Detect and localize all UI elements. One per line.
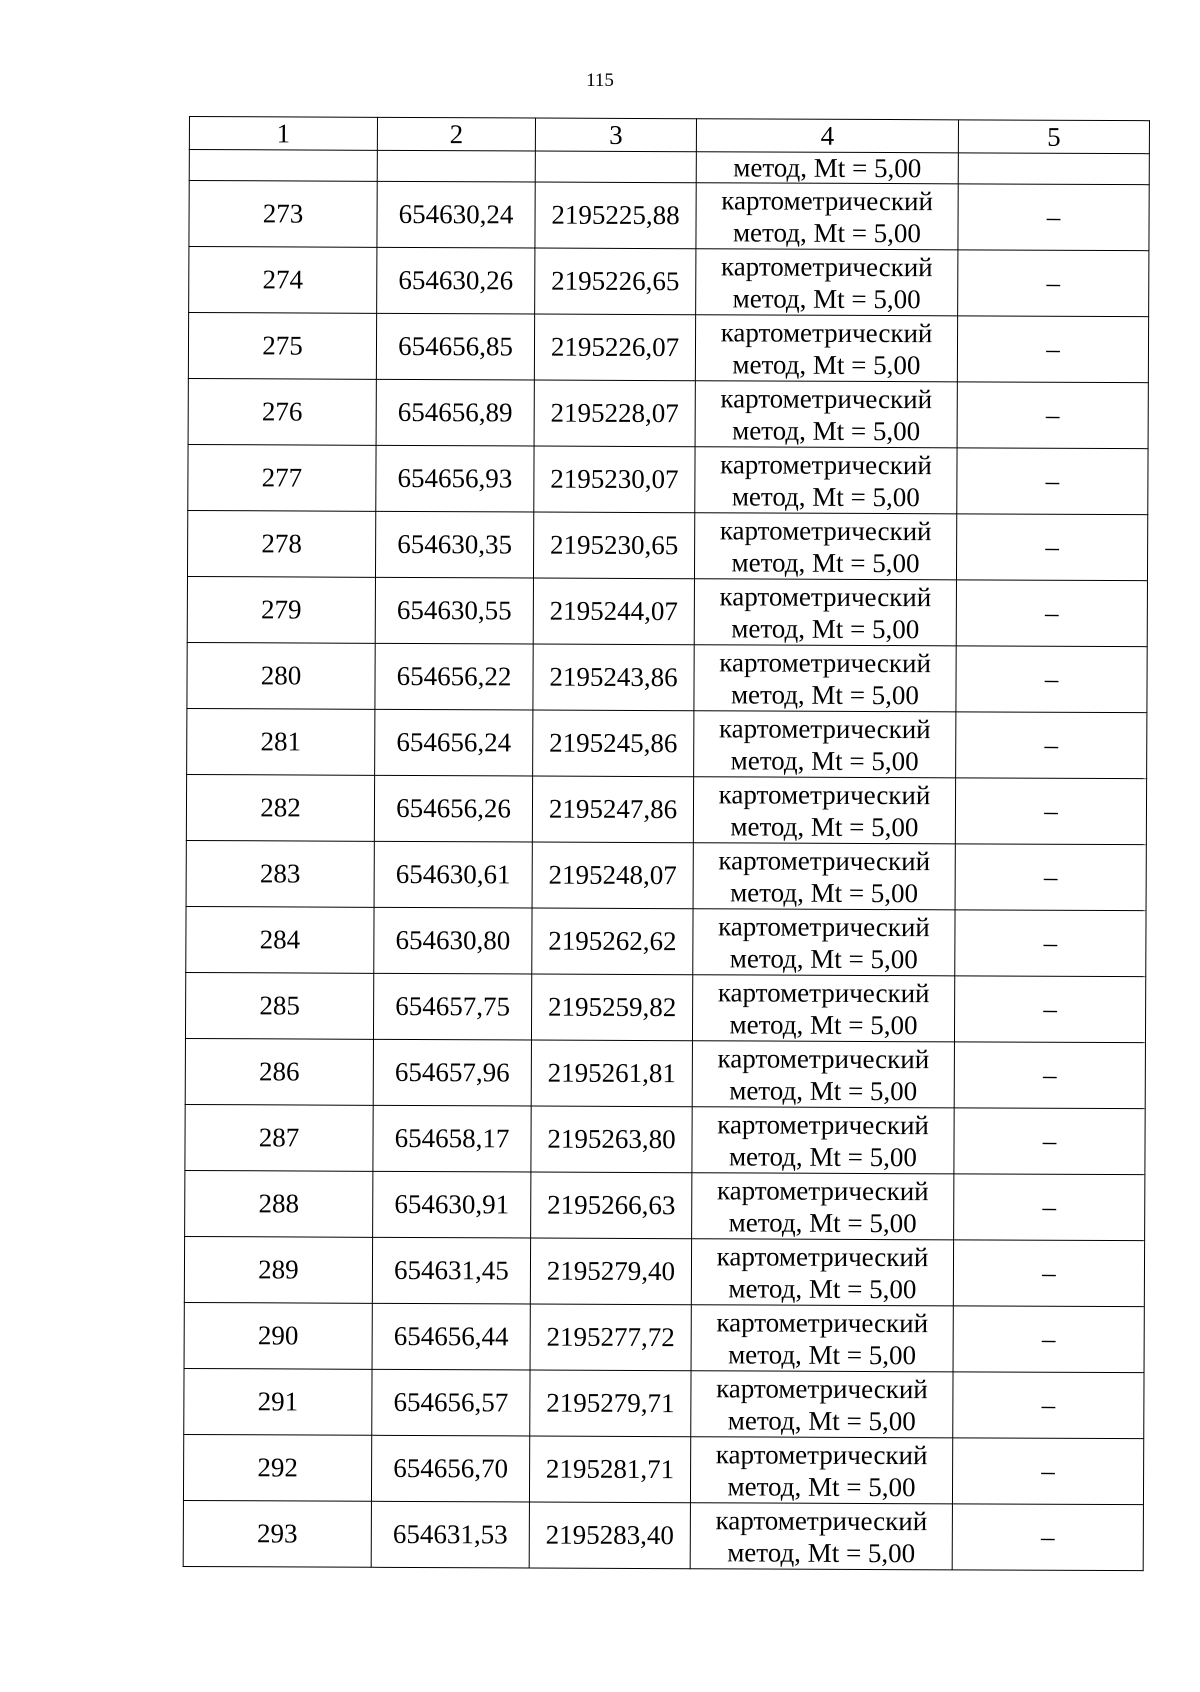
table-row (187, 642, 1147, 712)
table-row (187, 510, 1147, 580)
cell-note (958, 153, 1149, 185)
method-line-2: метод, Mt = 5,00 (728, 1140, 918, 1172)
cell-note: – (954, 1042, 1145, 1109)
cell-point-id: 286 (185, 1038, 373, 1105)
cell-note: – (952, 1438, 1143, 1505)
cell-y-coordinate: 2195247,86 (532, 776, 693, 843)
cell-point-id: 275 (188, 313, 376, 380)
cell-y-coordinate: 2195261,81 (531, 1040, 692, 1107)
method-line-1: картометрический (715, 1504, 928, 1536)
table-row (186, 774, 1146, 844)
method-line-1: картометрический (717, 1042, 930, 1074)
cell-y-coordinate: 2195281,71 (529, 1436, 690, 1503)
cell-method (696, 183, 958, 250)
cell-y-coordinate: 2195226,65 (535, 248, 696, 315)
cell-note: – (958, 250, 1149, 317)
cell-y-coordinate: 2195266,63 (531, 1172, 692, 1239)
cell-y-coordinate: 2195279,71 (530, 1370, 691, 1437)
cell-x-coordinate: 654630,55 (375, 577, 533, 644)
cell-x-coordinate: 654656,85 (376, 313, 534, 380)
cell-y-coordinate: 2195283,40 (529, 1502, 690, 1569)
cell-x-coordinate: 654656,89 (376, 379, 534, 446)
cell-method (692, 1173, 954, 1240)
cell-x-coordinate: 654631,45 (372, 1237, 530, 1304)
method-line-1: картометрический (718, 844, 931, 876)
cell-x-coordinate: 654630,35 (375, 511, 533, 578)
method-line-2: метод, Mt = 5,00 (732, 282, 921, 314)
cell-note: – (957, 382, 1148, 449)
table-row (183, 1500, 1143, 1570)
continuation-row (189, 150, 1149, 185)
cell-method (691, 1239, 953, 1306)
cell-point-id: 291 (184, 1368, 372, 1435)
cell-method (690, 1503, 952, 1570)
method-line-2: метод, Mt = 5,00 (728, 1338, 917, 1370)
cell-note: – (953, 1306, 1144, 1373)
method-line-2: метод, Mt = 5,00 (727, 1470, 916, 1502)
cell-x-coordinate: 654630,80 (374, 907, 532, 974)
method-line-1: картометрический (720, 316, 933, 348)
table-row (185, 972, 1145, 1042)
cell-y-coordinate: 2195259,82 (531, 974, 692, 1041)
method-line-2: метод, Mt = 5,00 (729, 942, 918, 974)
method-line-2: метод, Mt = 5,00 (732, 216, 922, 248)
cell-x-coordinate: 654656,44 (372, 1303, 530, 1370)
cell-method (693, 843, 955, 910)
method-line-2: метод, Mt = 5,00 (729, 1074, 918, 1106)
table-row (184, 1302, 1144, 1372)
method-line-1: картометрический (718, 778, 931, 810)
cell-method (693, 777, 955, 844)
cell-point-id: 285 (185, 972, 373, 1039)
cell-x-coordinate: 654630,26 (377, 247, 535, 314)
cell-method (695, 315, 957, 382)
cell-point-id: 288 (185, 1170, 373, 1237)
method-line-1: картометрический (716, 1240, 929, 1272)
cell-y-coordinate (535, 151, 696, 183)
cell-x-coordinate: 654630,61 (374, 841, 532, 908)
table-row (186, 906, 1146, 976)
column-header-5: 5 (958, 120, 1149, 154)
cell-note: – (956, 514, 1147, 581)
table-row (188, 378, 1148, 448)
table-row (188, 444, 1148, 514)
cell-point-id: 281 (187, 708, 375, 775)
cell-note: – (955, 844, 1146, 911)
method-line-2: метод, Mt = 5,00 (727, 1536, 916, 1568)
cell-y-coordinate: 2195230,65 (533, 512, 694, 579)
cell-method (690, 1437, 952, 1504)
cell-x-coordinate: 654658,17 (373, 1105, 531, 1172)
page-number: 115 (586, 70, 614, 91)
cell-method (695, 447, 957, 514)
cell-method (694, 711, 956, 778)
method-line-1: картометрический (721, 184, 934, 216)
cell-x-coordinate: 654656,22 (375, 643, 533, 710)
cell-point-id: 273 (189, 181, 377, 248)
table-row (185, 1104, 1145, 1174)
cell-note: – (956, 580, 1147, 647)
column-header-3: 3 (535, 118, 696, 152)
method-line-2: метод, Mt = 5,00 (727, 1404, 916, 1436)
method-line-1: картометрический (716, 1372, 928, 1404)
cell-y-coordinate: 2195230,07 (534, 446, 695, 513)
cell-x-coordinate (377, 150, 535, 182)
method-line-1: картометрический (715, 1438, 928, 1470)
table-row (187, 576, 1147, 646)
method-line-1: картометрический (717, 1108, 929, 1140)
cell-note: – (956, 712, 1147, 779)
cell-x-coordinate: 654630,24 (377, 181, 535, 248)
table-row (189, 181, 1149, 251)
method-line-1: картометрический (718, 712, 931, 744)
table-row (185, 1170, 1145, 1240)
method-line-1: картометрический (719, 646, 932, 678)
method-line-2: метод, Mt = 5,00 (732, 414, 921, 446)
method-line-1: картометрический (719, 580, 932, 612)
cell-note: – (954, 1174, 1145, 1241)
cell-note: – (953, 1240, 1144, 1307)
cell-method (692, 1107, 954, 1174)
method-line-2: метод, Mt = 5,00 (731, 546, 920, 578)
cell-y-coordinate: 2195248,07 (532, 842, 693, 909)
column-header-1: 1 (189, 117, 377, 151)
cell-x-coordinate: 654656,70 (371, 1435, 529, 1502)
cell-method (691, 1305, 953, 1372)
cell-y-coordinate: 2195226,07 (534, 314, 695, 381)
cell-point-id: 277 (188, 444, 376, 511)
cell-note: – (957, 448, 1148, 515)
method-line-1: картометрический (716, 1306, 929, 1338)
table-row (183, 1434, 1143, 1504)
cell-y-coordinate: 2195225,88 (535, 182, 696, 249)
method-line-2: метод, Mt = 5,00 (728, 1272, 917, 1304)
cell-note: – (955, 778, 1146, 845)
method-line-1: картометрический (718, 910, 930, 942)
cell-y-coordinate: 2195263,80 (531, 1106, 692, 1173)
cell-note: – (957, 316, 1148, 383)
cell-point-id: 290 (184, 1302, 372, 1369)
method-line-2: метод, Mt = 5,00 (729, 1008, 918, 1040)
cell-x-coordinate: 654657,75 (373, 973, 531, 1040)
cell-point-id: 287 (185, 1104, 373, 1171)
table-row (185, 1038, 1145, 1108)
table-row (189, 247, 1149, 317)
cell-x-coordinate: 654656,26 (374, 775, 532, 842)
cell-method: метод, Mt = 5,00 (696, 152, 958, 184)
cell-note: – (955, 910, 1146, 977)
cell-y-coordinate: 2195228,07 (534, 380, 695, 447)
cell-y-coordinate: 2195277,72 (530, 1304, 691, 1371)
cell-point-id: 293 (183, 1500, 371, 1567)
cell-method (695, 381, 957, 448)
method-line-2: метод, Mt = 5,00 (730, 678, 920, 710)
column-header-4: 4 (696, 119, 958, 153)
coordinates-table-container (183, 116, 1149, 1571)
method-line-2: метод, Mt = 5,00 (728, 1206, 917, 1238)
cell-note: – (952, 1504, 1143, 1571)
cell-method (694, 513, 956, 580)
cell-method (693, 909, 955, 976)
cell-y-coordinate: 2195245,86 (533, 710, 694, 777)
method-line-1: картометрический (720, 382, 933, 414)
cell-point-id: 278 (187, 510, 375, 577)
method-line-1: картометрический (719, 514, 932, 546)
table-row (186, 840, 1146, 910)
column-number-row (189, 117, 1149, 154)
cell-point-id: 283 (186, 840, 374, 907)
method-line-2: метод, Mt = 5,00 (730, 744, 919, 776)
cell-note: – (956, 646, 1147, 713)
cell-note: – (954, 976, 1145, 1043)
cell-method (692, 975, 954, 1042)
table-body (183, 117, 1149, 1571)
cell-x-coordinate: 654656,24 (375, 709, 533, 776)
column-header-2: 2 (377, 117, 535, 151)
method-line-2: метод, Mt = 5,00 (730, 810, 919, 842)
cell-method (691, 1371, 953, 1438)
method-line-1: картометрический (720, 448, 932, 480)
method-line-2: метод, Mt = 5,00 (731, 612, 920, 644)
coordinates-table (183, 116, 1150, 1571)
method-line-1: картометрический (717, 976, 930, 1008)
method-line-2: метод, Mt = 5,00 (730, 876, 919, 908)
cell-point-id: 276 (188, 378, 376, 445)
cell-point-id: 274 (189, 247, 377, 314)
cell-point-id: 280 (187, 642, 375, 709)
table-row (184, 1368, 1144, 1438)
cell-method (696, 249, 958, 316)
cell-note: – (958, 184, 1149, 251)
cell-note: – (953, 1372, 1144, 1439)
cell-x-coordinate: 654631,53 (371, 1501, 529, 1568)
method-line-1: картометрический (720, 250, 933, 282)
cell-method (694, 645, 956, 712)
method-line-2: метод, Mt = 5,00 (731, 480, 920, 512)
cell-y-coordinate: 2195279,40 (530, 1238, 691, 1305)
cell-point-id: 284 (186, 906, 374, 973)
table-row (184, 1236, 1144, 1306)
cell-point-id: 289 (184, 1236, 372, 1303)
cell-x-coordinate: 654630,91 (373, 1171, 531, 1238)
cell-point-id: 292 (183, 1434, 371, 1501)
cell-x-coordinate: 654657,96 (373, 1039, 531, 1106)
method-line-2: метод, Mt = 5,00 (732, 348, 921, 380)
cell-method (694, 579, 956, 646)
cell-x-coordinate: 654656,93 (376, 445, 534, 512)
table-row (188, 313, 1148, 383)
cell-point-id: 279 (187, 576, 375, 643)
cell-note: – (954, 1108, 1145, 1175)
method-line-1: картометрический (716, 1174, 929, 1206)
cell-point-id (189, 150, 377, 182)
cell-x-coordinate: 654656,57 (372, 1369, 530, 1436)
cell-point-id: 282 (186, 774, 374, 841)
table-row (187, 708, 1147, 778)
cell-y-coordinate: 2195244,07 (533, 578, 694, 645)
cell-y-coordinate: 2195243,86 (533, 644, 694, 711)
cell-y-coordinate: 2195262,62 (532, 908, 693, 975)
cell-method (692, 1041, 954, 1108)
